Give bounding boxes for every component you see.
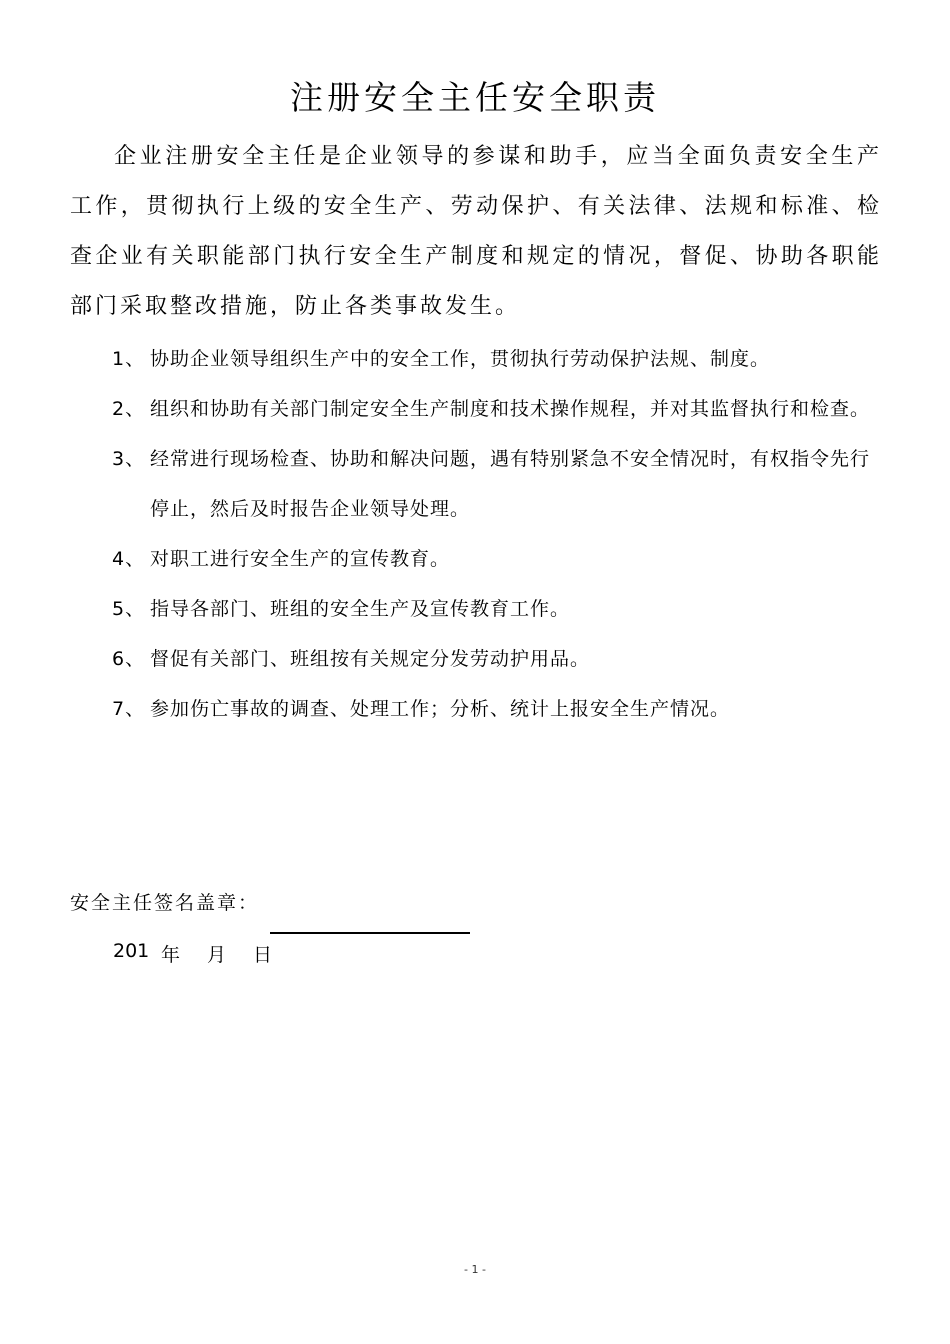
list-item xyxy=(112,584,887,634)
item-number: 5、 xyxy=(112,598,146,620)
item-text: 参加伤亡事故的调查、处理工作；分析、统计上报安全生产情况。 xyxy=(150,698,731,720)
item-number: 3、 xyxy=(112,448,146,470)
signature-label: 安全主任签名盖章： xyxy=(70,892,260,914)
list-item xyxy=(112,334,887,384)
list-item xyxy=(112,434,887,534)
item-number: 6、 xyxy=(112,648,146,670)
list-item xyxy=(112,384,887,434)
signature-line xyxy=(270,932,470,934)
item-number: 2、 xyxy=(112,398,146,420)
item-text: 组织和协助有关部门制定安全生产制度和技术操作规程，并对其监督执行和检查。 xyxy=(150,398,871,420)
date-line xyxy=(113,940,272,967)
item-text: 指导各部门、班组的安全生产及宣传教育工作。 xyxy=(150,598,571,620)
item-text: 对职工进行安全生产的宣传教育。 xyxy=(150,548,451,570)
item-text: 协助企业领导组织生产中的安全工作，贯彻执行劳动保护法规、制度。 xyxy=(150,348,771,370)
item-text: 督促有关部门、班组按有关规定分发劳动护用品。 xyxy=(150,648,591,670)
duty-list xyxy=(112,334,887,734)
item-number: 1、 xyxy=(112,348,146,370)
date-year-unit: 年 xyxy=(161,944,181,966)
list-item xyxy=(112,684,887,734)
list-item xyxy=(112,634,887,684)
page-number: - 1 - xyxy=(464,1263,486,1276)
item-number: 4、 xyxy=(112,548,146,570)
page-title: 注册安全主任安全职责 xyxy=(290,78,660,117)
intro-paragraph: 企业注册安全主任是企业领导的参谋和助手，应当全面负责安全生产工作，贯彻执行上级的安全生产、劳动保护、有关法律、法规和标准、检查企业有关职能部门执行安全生产制度和规定的情况，督促、协助各职能部门采取整改措施，防止各类事故发生。 xyxy=(70,144,882,319)
date-month-unit: 月 xyxy=(207,944,227,966)
item-number: 7、 xyxy=(112,698,146,720)
date-day-unit: 日 xyxy=(253,944,273,966)
list-item xyxy=(112,534,887,584)
date-year: 201 xyxy=(113,940,150,962)
item-text: 经常进行现场检查、协助和解决问题，遇有特别紧急不安全情况时，有权指令先行停止，然后及时报告企业领导处理。 xyxy=(150,448,871,520)
